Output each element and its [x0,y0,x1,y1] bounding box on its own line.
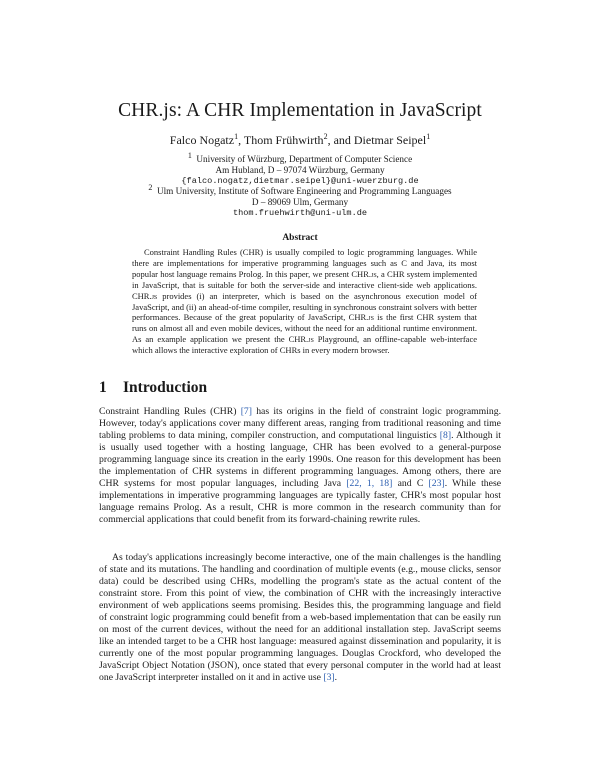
system-name: CHR.js [351,268,377,279]
affiliation-line: Ulm University, Institute of Software Engineering and Programming Languages [156,186,452,196]
section-number: 1 [99,379,107,396]
system-name: CHR.js [348,312,374,323]
system-name: CHR.js [288,334,314,345]
paragraph-text-run: Constraint Handling Rules (CHR) [99,406,241,417]
paragraph-text-run: . Although it is usually used together with a hosting language, CHR has been evolved to a general-purpose programming language since its creation in the early 1990s. One reason for this development has been the implementation of CHR systems in different programming languages. Among others, there are CHR systems for most popular languages, including Java [99,430,501,490]
author-affiliation-mark: 2 [323,132,328,141]
abstract-text-run: provides (i) an interpreter, which is based on the asynchronous execution model of JavaScript, and (ii) an ahead-of-time compiler, resulting in synchronous constraint solvers with better performances. Because of the great popularity of JavaScript, [132,290,477,323]
paper-title: CHR.js: A CHR Implementation in JavaScript [118,100,482,121]
affiliation-email[interactable]: {falco.nogatz,dietmar.seipel}@uni-wuerzburg.de [181,175,419,186]
author-name: Falco Nogatz [169,133,235,147]
paragraph-text-run: and C [392,478,429,490]
affiliation-block [0,150,600,186]
affiliation-mark: 2 [148,182,153,192]
abstract-text-run: , a CHR system implemented in JavaScript, that is suitable for both the server-side and interactive client-side web applications. [132,268,477,290]
paragraph-text-run: has its origins in the field of constraint logic programming. However, today's applications cover many different areas, ranging from traditional reasoning and time tabling problems to data mining, compiler construction, and computational linguistics [99,406,501,442]
affiliation-block [0,182,600,218]
citation-link[interactable]: [3] [323,672,335,684]
paragraph-text-run: . [334,672,338,684]
abstract-text-run: Playground, an offline-capable web-interface which allows the interactive exploration of CHRs in every modern browser. [132,334,478,356]
affiliation-line: Am Hubland, D – 97074 Würzburg, Germany [215,164,385,175]
author-separator: , [238,133,244,147]
abstract-heading: Abstract [282,233,318,243]
author-name: Thom Frühwirth [243,133,324,147]
affiliation-email[interactable]: thom.fruehwirth@uni-ulm.de [232,207,368,218]
citation-link[interactable]: [7] [240,406,252,417]
body-paragraph [99,406,501,526]
abstract-text-run: Constraint Handling Rules (CHR) is usually compiled to logic programming languages. While there are implementations for imperative programming languages such as C and Java, its most popular host language remains Prolog. In this paper, we present [132,247,477,279]
abstract-text-run: is the first CHR system that runs on almost all and even mobile devices, without the need for an additional runtime environment. As an example application we present the [132,312,477,345]
paragraph-text-run: As today's applications increasingly become interactive, one of the main challenges is the handling of state and its mutations. The handling and coordination of multiple events (e.g., mouse clicks, sensor data) could be described using CHRs, modelling the program's state as the actual content of the constraint store. From this point of view, the combination of CHR with the increasingly interactive environment of web applications seems promising. Besides this, the programming language and field of constraint logic programming could benefit from a web-based implementation that can be easily run on most of the current devices, without the need for an additional installation step. JavaScript seems like an intended target to be a CHR host language: measured against dissemination and popularity, it is currently one of the most popular programming languages. Douglas Crockford, who developed the JavaScript Object Notation (JSON), once stated that every personal computer in the world had at least one JavaScript interpreter installed on it and in active use [99,552,501,684]
author-affiliation-mark: 1 [426,132,431,141]
affiliation-line: University of Würzburg, Department of Computer Science [196,154,413,164]
affiliation-mark: 1 [187,150,192,160]
author-affiliation-mark: 1 [234,132,239,141]
citation-link[interactable]: [8] [439,430,452,442]
citation-link[interactable]: [23] [428,478,445,490]
section-title: Introduction [123,379,208,396]
citation-link[interactable]: [22, 1, 18] [346,478,393,490]
section-heading [99,379,207,397]
affiliation-line: D – 89069 Ulm, Germany [251,196,349,207]
abstract-text [132,247,477,356]
author-name: Dietmar Seipel [353,133,427,147]
author-separator: , and [327,133,354,147]
system-name: CHR.js [132,290,158,301]
paragraph-text-run: . While these implementations in imperative programming languages are typically faster, CHR's most popular host language remains Prolog. As a result, CHR is more common in the research community than for commercial applications that could benefit from its forward-chaining rewrite rules. [99,478,502,526]
body-paragraph [99,552,501,685]
author-list [0,133,600,148]
